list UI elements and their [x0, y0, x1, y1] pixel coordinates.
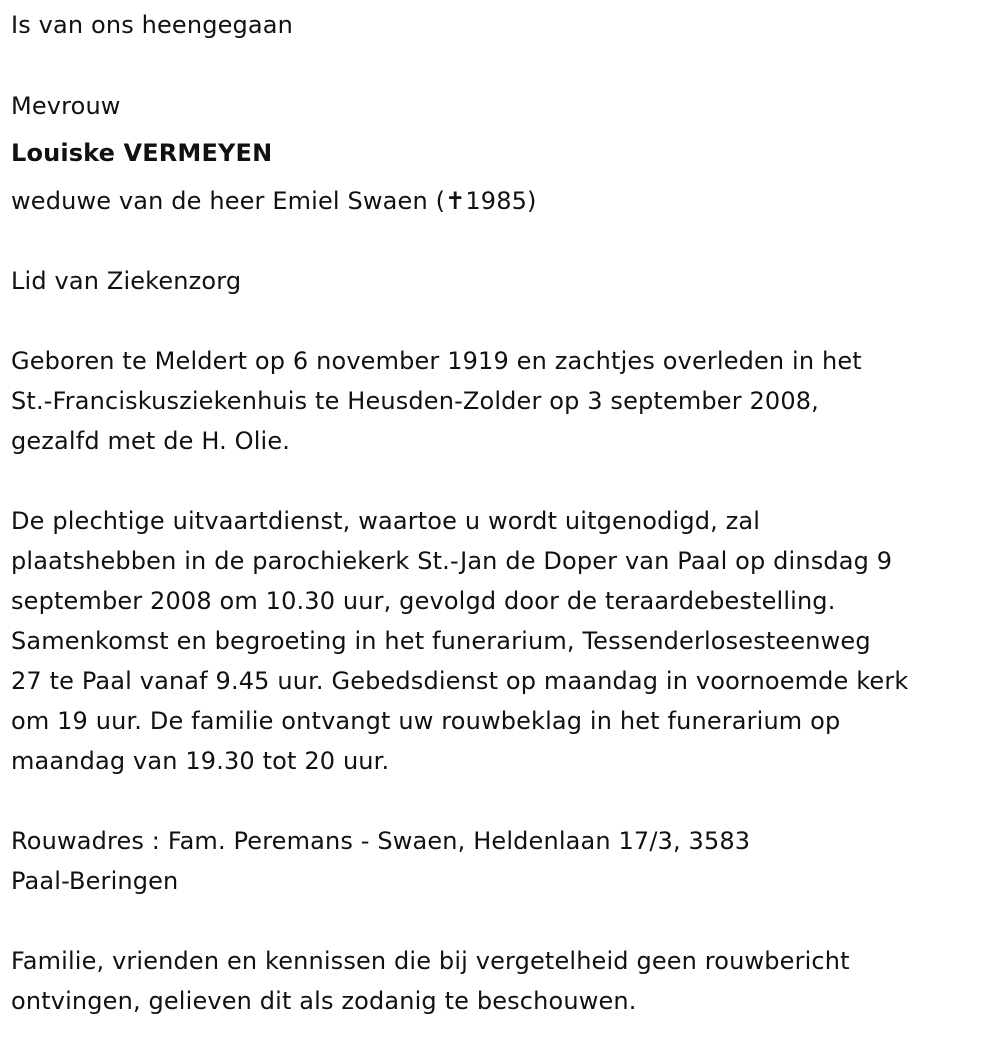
closing-line: ontvingen, gelieven dit als zodanig te beschouwen. [11, 987, 637, 1015]
membership-line: Lid van Ziekenzorg [11, 267, 242, 295]
birth-death-line: St.-Franciskusziekenhuis te Heusden-Zolder op 3 september 2008, [11, 387, 819, 415]
deceased-name: Louiske VERMEYEN [11, 139, 273, 167]
address-line: Rouwadres : Fam. Peremans - Swaen, Heldenlaan 17/3, 3583 [11, 827, 751, 855]
service-line: september 2008 om 10.30 uur, gevolgd door de teraardebestelling. [11, 587, 836, 615]
intro-text: Is van ons heengegaan [11, 11, 293, 39]
service-line: maandag van 19.30 tot 20 uur. [11, 747, 390, 775]
address-line: Paal-Beringen [11, 867, 179, 895]
closing-line: Familie, vrienden en kennissen die bij vergetelheid geen rouwbericht [11, 947, 850, 975]
birth-death-line: Geboren te Meldert op 6 november 1919 en zachtjes overleden in het [11, 347, 862, 375]
service-line: 27 te Paal vanaf 9.45 uur. Gebedsdienst op maandag in voornoemde kerk [11, 667, 909, 695]
service-line: om 19 uur. De familie ontvangt uw rouwbeklag in het funerarium op [11, 707, 841, 735]
service-line: plaatshebben in de parochiekerk St.-Jan de Doper van Paal op dinsdag 9 [11, 547, 893, 575]
widow-line: weduwe van de heer Emiel Swaen (✝1985) [11, 187, 537, 215]
salutation: Mevrouw [11, 92, 121, 120]
service-line: Samenkomst en begroeting in het funerarium, Tessenderlosesteenweg [11, 627, 871, 655]
birth-death-line: gezalfd met de H. Olie. [11, 427, 291, 455]
service-line: De plechtige uitvaartdienst, waartoe u wordt uitgenodigd, zal [11, 507, 761, 535]
